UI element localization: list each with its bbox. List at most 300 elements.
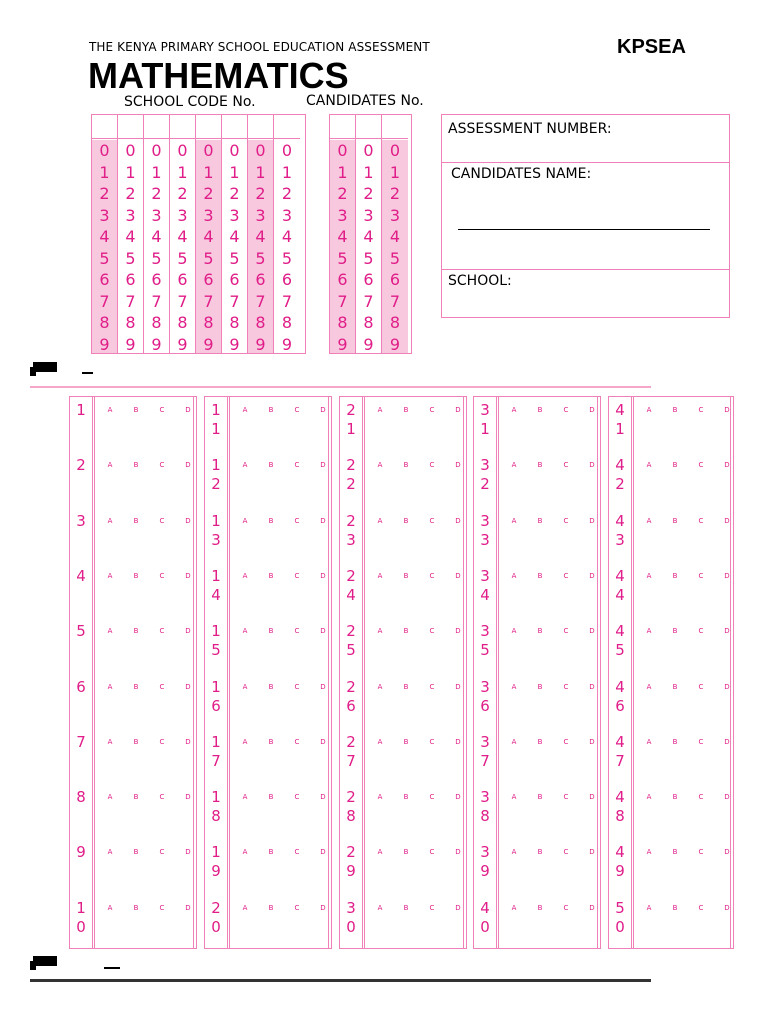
answer-option-bubble[interactable]: A — [377, 627, 383, 636]
answer-option-bubble[interactable]: C — [429, 682, 435, 691]
answer-option-bubble[interactable]: C — [698, 903, 704, 912]
answer-option-bubble[interactable]: A — [107, 737, 113, 746]
answer-option-bubble[interactable]: D — [320, 571, 326, 580]
answer-option-bubble[interactable]: C — [429, 903, 435, 912]
school-code-digit-bubble[interactable]: 8 — [151, 313, 162, 332]
school-code-digit-bubble[interactable]: 9 — [203, 334, 214, 354]
school-code-digit-bubble[interactable]: 0 — [203, 141, 214, 160]
answer-option-bubble[interactable]: A — [646, 406, 652, 414]
answer-option-bubble[interactable]: C — [698, 516, 704, 525]
answer-option-bubble[interactable]: A — [511, 516, 517, 525]
school-code-digit-bubble[interactable]: 5 — [125, 248, 136, 268]
answer-option-bubble[interactable]: A — [377, 461, 383, 470]
answer-option-bubble[interactable]: B — [268, 903, 274, 912]
answer-option-bubble[interactable]: C — [563, 737, 569, 746]
answer-option-bubble[interactable]: A — [107, 793, 113, 802]
answer-option-bubble[interactable]: C — [159, 516, 165, 525]
answer-option-bubble[interactable]: B — [537, 627, 543, 636]
school-code-digit-bubble[interactable]: 5 — [177, 248, 188, 268]
answer-option-bubble[interactable]: A — [107, 627, 113, 636]
candidate-number-entry-box[interactable] — [330, 115, 355, 139]
answer-option-bubble[interactable]: A — [377, 848, 383, 857]
answer-option-bubble[interactable]: C — [698, 627, 704, 636]
school-code-digit-bubble[interactable]: 7 — [281, 291, 293, 311]
answer-option-bubble[interactable]: A — [377, 406, 383, 414]
school-code-entry-box[interactable] — [118, 115, 143, 139]
answer-option-bubble[interactable]: C — [563, 406, 569, 414]
answer-option-bubble[interactable]: B — [672, 682, 678, 691]
answer-option-bubble[interactable]: B — [133, 903, 139, 912]
answer-option-bubble[interactable]: B — [537, 903, 543, 912]
school-code-digit-bubble[interactable]: 4 — [99, 227, 110, 246]
candidate-number-digit-bubble[interactable]: 6 — [337, 270, 348, 289]
answer-option-bubble[interactable]: A — [511, 627, 517, 636]
school-code-digit-bubble[interactable]: 7 — [255, 291, 266, 311]
answer-option-bubble[interactable]: B — [268, 571, 274, 580]
school-code-digit-bubble[interactable]: 1 — [229, 162, 240, 182]
school-code-digit-bubble[interactable]: 7 — [229, 291, 240, 311]
answer-option-bubble[interactable]: D — [589, 682, 595, 691]
answer-option-bubble[interactable]: C — [698, 682, 704, 691]
answer-option-bubble[interactable]: B — [133, 793, 139, 802]
answer-option-bubble[interactable]: D — [589, 848, 595, 857]
school-code-digit-bubble[interactable]: 1 — [177, 162, 188, 182]
answer-option-bubble[interactable]: A — [646, 461, 652, 470]
school-code-digit-bubble[interactable]: 6 — [151, 270, 162, 289]
school-code-digit-bubble[interactable]: 9 — [151, 334, 162, 354]
candidate-number-digit-bubble[interactable]: 0 — [363, 141, 374, 160]
answer-option-bubble[interactable]: B — [672, 848, 678, 857]
candidate-number-digit-bubble[interactable]: 0 — [337, 141, 348, 160]
school-code-digit-bubble[interactable]: 8 — [255, 313, 266, 332]
candidate-number-digit-bubble[interactable]: 0 — [389, 141, 401, 160]
candidate-number-digit-bubble[interactable]: 1 — [363, 162, 374, 182]
school-code-entry-box[interactable] — [92, 115, 117, 139]
answer-option-bubble[interactable]: A — [646, 682, 652, 691]
answer-option-bubble[interactable]: B — [403, 516, 409, 525]
answer-option-bubble[interactable]: C — [698, 848, 704, 857]
school-code-digit-bubble[interactable]: 7 — [125, 291, 136, 311]
answer-option-bubble[interactable]: B — [672, 571, 678, 580]
answer-option-bubble[interactable]: D — [724, 627, 730, 636]
school-code-entry-box[interactable] — [196, 115, 221, 139]
answer-option-bubble[interactable]: D — [185, 516, 191, 525]
candidate-number-digit-bubble[interactable]: 6 — [363, 270, 374, 289]
answer-option-bubble[interactable]: C — [294, 903, 300, 912]
answer-option-bubble[interactable]: C — [159, 793, 165, 802]
answer-option-bubble[interactable]: A — [646, 516, 652, 525]
school-code-digit-bubble[interactable]: 7 — [177, 291, 188, 311]
answer-option-bubble[interactable]: A — [646, 627, 652, 636]
answer-option-bubble[interactable]: A — [242, 571, 248, 580]
candidate-number-digit-bubble[interactable]: 9 — [337, 334, 348, 354]
answer-option-bubble[interactable]: D — [589, 737, 595, 746]
answer-option-bubble[interactable]: A — [511, 571, 517, 580]
school-code-digit-bubble[interactable]: 3 — [203, 205, 214, 225]
answer-option-bubble[interactable]: B — [672, 461, 678, 470]
answer-option-bubble[interactable]: A — [646, 793, 652, 802]
school-code-digit-bubble[interactable]: 6 — [99, 270, 110, 289]
school-code-digit-bubble[interactable]: 0 — [99, 141, 110, 160]
answer-option-bubble[interactable]: D — [455, 682, 461, 691]
school-code-digit-bubble[interactable]: 9 — [177, 334, 188, 354]
answer-option-bubble[interactable]: B — [403, 627, 409, 636]
answer-option-bubble[interactable]: C — [294, 793, 300, 802]
answer-option-bubble[interactable]: D — [320, 627, 326, 636]
answer-option-bubble[interactable]: A — [107, 406, 113, 414]
answer-option-bubble[interactable]: B — [672, 737, 678, 746]
school-code-digit-bubble[interactable]: 0 — [125, 141, 136, 160]
answer-option-bubble[interactable]: A — [646, 737, 652, 746]
answer-option-bubble[interactable]: B — [672, 903, 678, 912]
school-code-digit-bubble[interactable]: 0 — [281, 141, 293, 160]
candidate-number-digit-bubble[interactable]: 2 — [389, 184, 401, 203]
answer-option-bubble[interactable]: B — [133, 516, 139, 525]
answer-option-bubble[interactable]: B — [133, 627, 139, 636]
school-code-digit-bubble[interactable]: 2 — [177, 184, 188, 203]
answer-option-bubble[interactable]: B — [537, 571, 543, 580]
answer-option-bubble[interactable]: B — [403, 571, 409, 580]
answer-option-bubble[interactable]: A — [107, 848, 113, 857]
answer-option-bubble[interactable]: A — [646, 848, 652, 857]
answer-option-bubble[interactable]: D — [724, 848, 730, 857]
answer-option-bubble[interactable]: A — [242, 793, 248, 802]
answer-option-bubble[interactable]: D — [185, 737, 191, 746]
answer-option-bubble[interactable]: C — [159, 848, 165, 857]
answer-option-bubble[interactable]: C — [159, 627, 165, 636]
answer-option-bubble[interactable]: A — [511, 682, 517, 691]
answer-option-bubble[interactable]: D — [320, 461, 326, 470]
answer-option-bubble[interactable]: D — [455, 793, 461, 802]
candidate-number-digit-bubble[interactable]: 9 — [389, 334, 401, 354]
answer-option-bubble[interactable]: C — [294, 737, 300, 746]
answer-option-bubble[interactable]: D — [724, 571, 730, 580]
answer-option-bubble[interactable]: D — [185, 461, 191, 470]
answer-option-bubble[interactable]: B — [268, 461, 274, 470]
answer-option-bubble[interactable]: C — [429, 848, 435, 857]
school-code-digit-bubble[interactable]: 2 — [229, 184, 240, 203]
answer-option-bubble[interactable]: B — [537, 461, 543, 470]
candidate-number-digit-bubble[interactable]: 1 — [389, 162, 401, 182]
school-code-digit-bubble[interactable]: 9 — [229, 334, 240, 354]
answer-option-bubble[interactable]: C — [429, 406, 435, 414]
answer-option-bubble[interactable]: A — [242, 737, 248, 746]
school-code-digit-bubble[interactable]: 3 — [177, 205, 188, 225]
answer-option-bubble[interactable]: B — [537, 516, 543, 525]
answer-option-bubble[interactable]: C — [159, 406, 165, 414]
answer-option-bubble[interactable]: B — [403, 461, 409, 470]
answer-option-bubble[interactable]: D — [185, 627, 191, 636]
answer-option-bubble[interactable]: C — [563, 848, 569, 857]
answer-option-bubble[interactable]: B — [268, 682, 274, 691]
answer-option-bubble[interactable]: A — [107, 682, 113, 691]
candidate-number-digit-bubble[interactable]: 5 — [337, 248, 348, 268]
answer-option-bubble[interactable]: C — [159, 737, 165, 746]
answer-option-bubble[interactable]: A — [242, 627, 248, 636]
answer-option-bubble[interactable]: C — [294, 406, 300, 414]
answer-option-bubble[interactable]: D — [589, 627, 595, 636]
school-code-digit-bubble[interactable]: 2 — [151, 184, 162, 203]
school-code-digit-bubble[interactable]: 1 — [151, 162, 162, 182]
answer-option-bubble[interactable]: C — [159, 903, 165, 912]
school-code-digit-bubble[interactable]: 1 — [125, 162, 136, 182]
school-code-digit-bubble[interactable]: 9 — [281, 334, 293, 354]
answer-option-bubble[interactable]: B — [403, 682, 409, 691]
answer-option-bubble[interactable]: C — [429, 516, 435, 525]
answer-option-bubble[interactable]: C — [159, 682, 165, 691]
answer-option-bubble[interactable]: C — [294, 682, 300, 691]
school-code-digit-bubble[interactable]: 8 — [125, 313, 136, 332]
answer-option-bubble[interactable]: C — [698, 461, 704, 470]
answer-option-bubble[interactable]: D — [589, 793, 595, 802]
school-code-digit-bubble[interactable]: 7 — [203, 291, 214, 311]
answer-option-bubble[interactable]: A — [242, 461, 248, 470]
answer-option-bubble[interactable]: D — [455, 627, 461, 636]
school-code-entry-box[interactable] — [248, 115, 273, 139]
answer-option-bubble[interactable]: D — [589, 406, 595, 414]
school-code-entry-box[interactable] — [274, 115, 300, 139]
answer-option-bubble[interactable]: B — [268, 793, 274, 802]
school-code-digit-bubble[interactable]: 1 — [255, 162, 266, 182]
answer-option-bubble[interactable]: D — [455, 406, 461, 414]
answer-option-bubble[interactable]: C — [294, 461, 300, 470]
answer-option-bubble[interactable]: D — [455, 461, 461, 470]
answer-option-bubble[interactable]: D — [455, 516, 461, 525]
school-code-digit-bubble[interactable]: 3 — [281, 205, 293, 225]
answer-option-bubble[interactable]: C — [429, 627, 435, 636]
candidate-number-digit-bubble[interactable]: 4 — [363, 227, 374, 246]
school-code-digit-bubble[interactable]: 2 — [203, 184, 214, 203]
candidate-number-digit-bubble[interactable]: 8 — [337, 313, 348, 332]
school-code-digit-bubble[interactable]: 9 — [255, 334, 266, 354]
answer-option-bubble[interactable]: A — [646, 903, 652, 912]
answer-option-bubble[interactable]: B — [403, 848, 409, 857]
answer-option-bubble[interactable]: C — [563, 571, 569, 580]
school-code-digit-bubble[interactable]: 8 — [281, 313, 293, 332]
school-code-digit-bubble[interactable]: 4 — [151, 227, 162, 246]
school-code-digit-bubble[interactable]: 6 — [281, 270, 293, 289]
school-code-digit-bubble[interactable]: 7 — [151, 291, 162, 311]
candidate-number-digit-bubble[interactable]: 7 — [363, 291, 374, 311]
school-code-digit-bubble[interactable]: 2 — [125, 184, 136, 203]
answer-option-bubble[interactable]: B — [133, 848, 139, 857]
candidate-number-digit-bubble[interactable]: 1 — [337, 162, 348, 182]
answer-option-bubble[interactable]: B — [537, 737, 543, 746]
school-code-digit-bubble[interactable]: 0 — [151, 141, 162, 160]
answer-option-bubble[interactable]: D — [185, 793, 191, 802]
school-code-digit-bubble[interactable]: 5 — [255, 248, 266, 268]
candidate-number-digit-bubble[interactable]: 3 — [363, 205, 374, 225]
answer-option-bubble[interactable]: A — [377, 571, 383, 580]
school-code-digit-bubble[interactable]: 3 — [125, 205, 136, 225]
candidate-number-digit-bubble[interactable]: 3 — [337, 205, 348, 225]
candidate-number-entry-box[interactable] — [382, 115, 408, 139]
answer-option-bubble[interactable]: D — [185, 903, 191, 912]
answer-option-bubble[interactable]: D — [320, 516, 326, 525]
answer-option-bubble[interactable]: C — [563, 627, 569, 636]
answer-option-bubble[interactable]: D — [724, 793, 730, 802]
school-code-digit-bubble[interactable]: 8 — [177, 313, 188, 332]
school-code-digit-bubble[interactable]: 3 — [151, 205, 162, 225]
school-code-digit-bubble[interactable]: 5 — [281, 248, 293, 268]
candidate-number-digit-bubble[interactable]: 8 — [363, 313, 374, 332]
answer-option-bubble[interactable]: D — [455, 571, 461, 580]
answer-option-bubble[interactable]: D — [724, 903, 730, 912]
answer-option-bubble[interactable]: A — [511, 461, 517, 470]
answer-option-bubble[interactable]: A — [511, 793, 517, 802]
school-code-digit-bubble[interactable]: 6 — [125, 270, 136, 289]
answer-option-bubble[interactable]: D — [724, 516, 730, 525]
school-code-digit-bubble[interactable]: 7 — [99, 291, 110, 311]
answer-option-bubble[interactable]: B — [403, 793, 409, 802]
answer-option-bubble[interactable]: B — [268, 627, 274, 636]
answer-option-bubble[interactable]: A — [377, 516, 383, 525]
school-code-digit-bubble[interactable]: 5 — [99, 248, 110, 268]
answer-option-bubble[interactable]: B — [133, 406, 139, 414]
answer-option-bubble[interactable]: C — [563, 903, 569, 912]
answer-option-bubble[interactable]: C — [294, 516, 300, 525]
answer-option-bubble[interactable]: A — [377, 903, 383, 912]
answer-option-bubble[interactable]: B — [133, 682, 139, 691]
answer-option-bubble[interactable]: A — [107, 571, 113, 580]
answer-option-bubble[interactable]: A — [377, 682, 383, 691]
school-code-digit-bubble[interactable]: 5 — [203, 248, 214, 268]
school-code-digit-bubble[interactable]: 3 — [255, 205, 266, 225]
school-code-digit-bubble[interactable]: 6 — [203, 270, 214, 289]
answer-option-bubble[interactable]: D — [185, 682, 191, 691]
answer-option-bubble[interactable]: B — [672, 406, 678, 414]
answer-option-bubble[interactable]: C — [698, 406, 704, 414]
answer-option-bubble[interactable]: A — [107, 903, 113, 912]
school-code-entry-box[interactable] — [170, 115, 195, 139]
answer-option-bubble[interactable]: A — [646, 571, 652, 580]
candidate-number-digit-bubble[interactable]: 6 — [389, 270, 401, 289]
answer-option-bubble[interactable]: C — [294, 627, 300, 636]
answer-option-bubble[interactable]: A — [377, 737, 383, 746]
answer-option-bubble[interactable]: C — [698, 737, 704, 746]
school-code-digit-bubble[interactable]: 0 — [177, 141, 188, 160]
answer-option-bubble[interactable]: A — [107, 516, 113, 525]
answer-option-bubble[interactable]: C — [698, 571, 704, 580]
school-code-digit-bubble[interactable]: 2 — [99, 184, 110, 203]
answer-option-bubble[interactable]: B — [537, 406, 543, 414]
school-code-entry-box[interactable] — [144, 115, 169, 139]
candidate-number-digit-bubble[interactable]: 7 — [389, 291, 401, 311]
answer-option-bubble[interactable]: B — [537, 682, 543, 691]
school-code-digit-bubble[interactable]: 8 — [229, 313, 240, 332]
school-code-entry-box[interactable] — [222, 115, 247, 139]
school-code-digit-bubble[interactable]: 4 — [281, 227, 293, 246]
answer-option-bubble[interactable]: D — [455, 848, 461, 857]
answer-option-bubble[interactable]: B — [133, 571, 139, 580]
school-code-digit-bubble[interactable]: 9 — [99, 334, 110, 354]
school-code-digit-bubble[interactable]: 1 — [99, 162, 110, 182]
answer-option-bubble[interactable]: C — [563, 793, 569, 802]
answer-option-bubble[interactable]: D — [320, 793, 326, 802]
school-code-digit-bubble[interactable]: 1 — [203, 162, 214, 182]
answer-option-bubble[interactable]: A — [511, 903, 517, 912]
answer-option-bubble[interactable]: C — [429, 571, 435, 580]
answer-option-bubble[interactable]: D — [589, 571, 595, 580]
answer-option-bubble[interactable]: B — [403, 737, 409, 746]
answer-option-bubble[interactable]: B — [133, 461, 139, 470]
answer-option-bubble[interactable]: D — [320, 903, 326, 912]
answer-option-bubble[interactable]: D — [185, 406, 191, 414]
school-code-digit-bubble[interactable]: 4 — [255, 227, 266, 246]
answer-option-bubble[interactable]: A — [107, 461, 113, 470]
candidate-number-digit-bubble[interactable]: 9 — [363, 334, 374, 354]
answer-option-bubble[interactable]: C — [159, 571, 165, 580]
answer-option-bubble[interactable]: B — [672, 793, 678, 802]
answer-option-bubble[interactable]: A — [511, 737, 517, 746]
answer-option-bubble[interactable]: D — [724, 461, 730, 470]
answer-option-bubble[interactable]: D — [320, 737, 326, 746]
answer-option-bubble[interactable]: D — [724, 406, 730, 414]
answer-option-bubble[interactable]: C — [563, 682, 569, 691]
answer-option-bubble[interactable]: A — [242, 903, 248, 912]
candidate-number-digit-bubble[interactable]: 4 — [337, 227, 348, 246]
school-code-digit-bubble[interactable]: 4 — [203, 227, 214, 246]
answer-option-bubble[interactable]: B — [133, 737, 139, 746]
answer-option-bubble[interactable]: B — [268, 737, 274, 746]
answer-option-bubble[interactable]: A — [242, 406, 248, 414]
answer-option-bubble[interactable]: D — [320, 406, 326, 414]
answer-option-bubble[interactable]: B — [268, 848, 274, 857]
answer-option-bubble[interactable]: B — [672, 627, 678, 636]
answer-option-bubble[interactable]: B — [268, 406, 274, 414]
school-code-digit-bubble[interactable]: 4 — [229, 227, 240, 246]
candidate-number-digit-bubble[interactable]: 2 — [337, 184, 348, 203]
answer-option-bubble[interactable]: A — [511, 406, 517, 414]
answer-option-bubble[interactable]: B — [537, 848, 543, 857]
candidate-number-digit-bubble[interactable]: 3 — [389, 205, 401, 225]
answer-option-bubble[interactable]: D — [724, 682, 730, 691]
answer-option-bubble[interactable]: C — [563, 516, 569, 525]
answer-option-bubble[interactable]: C — [294, 848, 300, 857]
answer-option-bubble[interactable]: D — [589, 903, 595, 912]
school-code-digit-bubble[interactable]: 2 — [255, 184, 266, 203]
school-code-digit-bubble[interactable]: 2 — [281, 184, 293, 203]
school-code-digit-bubble[interactable]: 0 — [229, 141, 240, 160]
school-code-digit-bubble[interactable]: 8 — [203, 313, 214, 332]
answer-option-bubble[interactable]: C — [429, 461, 435, 470]
candidate-number-digit-bubble[interactable]: 8 — [389, 313, 401, 332]
answer-option-bubble[interactable]: D — [185, 848, 191, 857]
answer-option-bubble[interactable]: C — [698, 793, 704, 802]
answer-option-bubble[interactable]: D — [455, 737, 461, 746]
answer-option-bubble[interactable]: B — [403, 406, 409, 414]
answer-option-bubble[interactable]: A — [511, 848, 517, 857]
school-code-digit-bubble[interactable]: 4 — [125, 227, 136, 246]
answer-option-bubble[interactable]: B — [672, 516, 678, 525]
answer-option-bubble[interactable]: D — [320, 682, 326, 691]
candidate-number-entry-box[interactable] — [356, 115, 381, 139]
answer-option-bubble[interactable]: C — [563, 461, 569, 470]
school-code-digit-bubble[interactable]: 4 — [177, 227, 188, 246]
answer-option-bubble[interactable]: D — [320, 848, 326, 857]
answer-option-bubble[interactable]: B — [403, 903, 409, 912]
school-code-digit-bubble[interactable]: 1 — [281, 162, 293, 182]
answer-option-bubble[interactable]: A — [242, 682, 248, 691]
candidates-name-row[interactable] — [442, 162, 729, 270]
school-row[interactable] — [442, 270, 729, 318]
answer-option-bubble[interactable]: B — [268, 516, 274, 525]
answer-option-bubble[interactable]: C — [429, 737, 435, 746]
school-code-digit-bubble[interactable]: 8 — [99, 313, 110, 332]
answer-option-bubble[interactable]: A — [242, 848, 248, 857]
school-code-digit-bubble[interactable]: 3 — [229, 205, 240, 225]
answer-option-bubble[interactable]: D — [185, 571, 191, 580]
